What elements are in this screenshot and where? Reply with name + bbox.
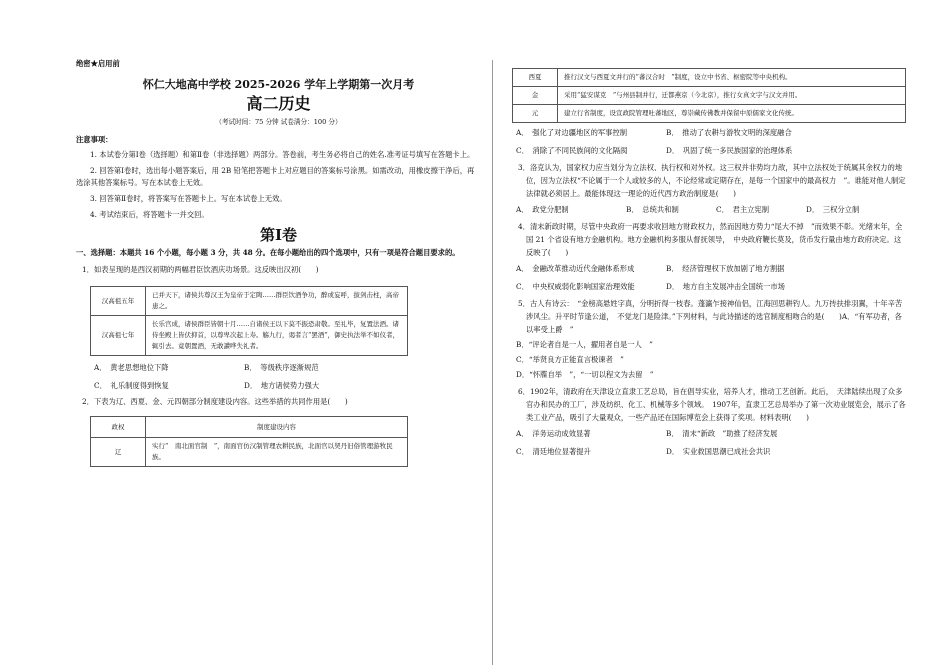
option-a[interactable]: A． 金融改革推动近代金融体系形成 — [516, 264, 635, 273]
option-b[interactable]: B．“评论者自是一人，擢用者自是一人 ” — [516, 340, 653, 349]
table-row — [513, 105, 906, 123]
table-cell: 汉高祖七年 — [91, 316, 146, 356]
question-4 — [512, 220, 906, 293]
option-d[interactable]: D．“怀牒自举 ”，“一切以程文为去留 ” — [516, 370, 654, 379]
question-6-stem: 6．1902年，清政府在天津设立直隶工艺总局，旨在倡导实业，培养人才，推动工艺创新。此后， 天津陆续出现了众多官办和民办的工厂，涉及纺织、化工、机械等多个领域。 1907年，直隶工艺总局举办了第一次劝业展览会，展示了各类工业产品，吸引了大量观众，一些产品还在国际博览会上获得了奖项。材料表明( ) — [518, 387, 906, 422]
option-b[interactable]: B． 清末“新政 ”助推了经济发展 — [666, 429, 778, 438]
question-3-options — [516, 203, 906, 216]
table-row — [91, 438, 408, 467]
table-cell: 汉高祖五年 — [91, 287, 146, 316]
table-row — [513, 69, 906, 87]
table-cell: 金 — [513, 87, 558, 105]
question-4-stem: 4．清末新政时期，尽管中央政府一再要求收回地方财政权力，然而因地方势力“尾大不掉 ”而效果不彰。光绪末年，全国 21 个省设有地方金融机构。地方金融机构多服从督抚领导， 中央政府鞭长莫及，货币发行量由地方政府决定。这反映了( ) — [518, 222, 903, 257]
question-3-stem: 3．洛克认为，国家权力应当划分为立法权、执行权和对外权。这三权并非势均力敌，其中立法权处于统属其余权力的地位，因为立法权“不论属于一个人或较多的人，不论经常或定期存在，是每一个国家中的最高权力 ”。谁能对他人制定法律就必须居上。最能体现这一理论的近代西方政治制度是( ) — [518, 163, 906, 198]
question-5-stem: 5．古人有诗云： “金榜高悬姓字真，分明折得一枝春。蓬瀛乍接神仙侣，江海回思耕钓人。九万抟扶排羽翼，十年辛苦涉风尘。升平时节逢公道， 不觉龙门是险津。”下列材料，与此诗描述的选官制度相吻合的是( )A．“有军功者，各以率受上爵 ” — [518, 299, 903, 334]
option-d[interactable]: D． 三权分立制 — [806, 205, 860, 214]
question-3 — [512, 161, 906, 216]
question-2-options — [516, 126, 906, 157]
table-header-row — [91, 417, 408, 438]
table-cell: 长乐宫成，诸侯群臣皆朝十月……自诸侯王以下莫不振恐肃敬。至礼毕，复置法酒。诸侍坐殿上皆伏抑首，以尊卑次起上寿。觞九行，谒者言“罢酒”，御史执法举不如仪者，辄引去。竟朝置酒，无敢讙哗失礼者。 — [146, 316, 408, 356]
option-d[interactable]: D． 实业救国思潮已成社会共识 — [666, 447, 771, 456]
table-row — [91, 287, 408, 316]
option-c[interactable]: C． 消除了不同民族间的文化隔阂 — [516, 146, 628, 155]
exam-title: 怀仁大地高中学校 2025-2026 学年上学期第一次月考 — [142, 78, 415, 91]
option-d[interactable]: D． 地方自主发展冲击全国统一市场 — [666, 282, 785, 291]
option-d[interactable]: D． 巩固了统一多民族国家的治理体系 — [666, 146, 793, 155]
question-1-table — [90, 286, 408, 356]
secret-label: 绝密★启用前 — [76, 59, 120, 68]
option-b[interactable]: B． 经济管理权下放加剧了地方割据 — [666, 264, 785, 273]
table-cell: 实行“ 南北面官制 ”，南面官仿汉制管理农耕民族，北面官以契丹旧俗管理游牧民族。 — [146, 438, 408, 467]
note-item: 3. 回答第Ⅱ卷时，将答案写在答题卡上。写在本试卷上无效。 — [90, 194, 287, 203]
subject-title: 高二历史 — [246, 94, 311, 113]
option-c[interactable]: C． 中央权威弱化影响国家治理效能 — [516, 282, 635, 291]
question-1-options — [94, 362, 481, 392]
option-a[interactable]: A． 黄老思想地位下降 — [94, 363, 169, 372]
question-6-options — [516, 427, 906, 458]
option-c[interactable]: C． 君主立宪制 — [716, 205, 770, 214]
note-item: 2. 回答第Ⅰ卷时，选出每小题答案后，用 2B 铅笔把答题卡上对应题目的答案标号涂黑。如需改动，用橡皮擦干净后，再选涂其他答案标号。写在本试卷上无效。 — [76, 166, 475, 187]
option-b[interactable]: B． 推动了农耕与游牧文明的深度融合 — [666, 128, 792, 137]
note-item: 1. 本试卷分第Ⅰ卷（选择题）和第Ⅱ卷（非选择题）两部分。答卷前，考生务必将自己的姓名.准考证号填写在答题卡上。 — [90, 150, 475, 159]
table-row — [513, 87, 906, 105]
question-4-options — [516, 262, 906, 293]
option-a[interactable]: A． 政党分肥制 — [516, 205, 569, 214]
option-c[interactable]: C．“举贤良方正能直言极谏者 ” — [516, 355, 624, 364]
exam-info: （考试时间：75 分钟 试卷满分：100 分） — [215, 118, 342, 126]
table-cell: 已并天下，诸侯共尊汉王为皇帝于定陶……群臣饮酒争功，醉或妄呼，拔剑击柱，高帝患之。 — [146, 287, 408, 316]
table-cell: 采用“猛安谋克 ”与州县制并行，迁都燕京（今北京），推行女真文字与汉文并用。 — [558, 87, 906, 105]
question-5 — [512, 297, 906, 381]
table-cell: 推行汉文与西夏文并行的“蕃汉合时 ”制度，设立中书省、枢密院等中央机构。 — [558, 69, 906, 87]
notes-heading: 注意事项： — [76, 135, 113, 144]
question-1-stem: 1．如表呈现的是西汉初期的两幅君臣饮酒庆功场景。这反映出汉初( ) — [82, 265, 319, 274]
left-column — [76, 58, 481, 467]
question-6 — [512, 385, 906, 458]
option-c[interactable]: C． 礼乐制度得到恢复 — [94, 381, 169, 390]
table-row — [91, 316, 408, 356]
column-divider — [492, 60, 493, 665]
volume-title: 第Ⅰ卷 — [259, 226, 298, 244]
section-title: 一、选择题：本题共 16 个小题，每小题 3 分，共 48 分。在每小题给出的四个选项中，只有一项是符合题目要求的。 — [76, 248, 460, 257]
table-header: 政权 — [91, 417, 146, 438]
note-item: 4. 考试结束后，将答题卡一并交回。 — [90, 210, 209, 219]
option-b[interactable]: B． 等级秩序逐渐规范 — [244, 363, 319, 372]
option-b[interactable]: B． 总统共和制 — [626, 205, 679, 214]
table-cell: 建立行省制度，设宣政院管理吐蕃地区，尊崇藏传佛教并保留中原儒家文化传统。 — [558, 105, 906, 123]
option-a[interactable]: A． 洋务运动成效显著 — [516, 429, 591, 438]
table-header: 制度建设内容 — [146, 417, 408, 438]
option-a[interactable]: A． 强化了对边疆地区的军事控制 — [516, 128, 628, 137]
option-c[interactable]: C． 清廷地位显著提升 — [516, 447, 591, 456]
question-2-table-part2 — [512, 68, 906, 123]
right-column — [512, 68, 906, 462]
table-cell: 西夏 — [513, 69, 558, 87]
table-cell: 元 — [513, 105, 558, 123]
question-2-table-part1 — [90, 416, 408, 467]
question-2-stem: 2．下表为辽、西夏、金、元四朝部分制度建设内容。这些举措的共同作用是( ) — [82, 397, 348, 406]
option-d[interactable]: D． 地方诸侯势力强大 — [244, 381, 320, 390]
table-cell: 辽 — [91, 438, 146, 467]
